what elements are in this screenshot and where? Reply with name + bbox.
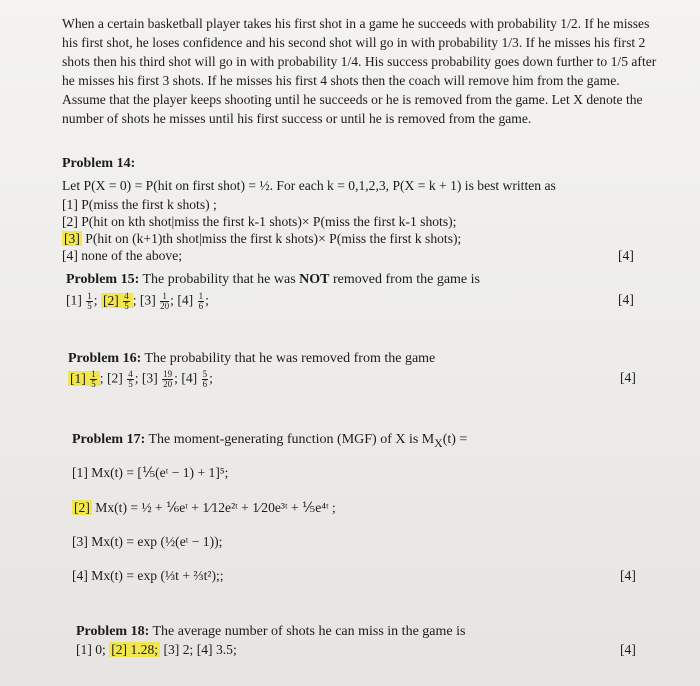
- fraction: $\frac{19}{20}$: [163, 369, 173, 389]
- problem-17-option-2-text: Mx(t) = ½ + ⅙eᵗ + 1⁄12e²ᵗ + 1⁄20e³ᵗ + ⅕e⁴ᵗ ;: [95, 500, 336, 515]
- problem-17-text-end: (t) =: [442, 432, 468, 447]
- problem-14-stem: Let P(X = 0) = P(hit on first shot) = ½. For each k = 0,1,2,3, P(X = k + 1) is best written as: [62, 178, 556, 193]
- problem-17-text: The moment-generating function (MGF) of X is M: [145, 432, 435, 447]
- fraction: $\frac{1}{6}$: [198, 291, 204, 311]
- problem-16-title: [68, 351, 435, 367]
- problem-15-option-1: [1]: [66, 292, 82, 308]
- problem-15-title: [66, 272, 480, 288]
- fraction: $\frac{1}{20}$: [160, 291, 170, 311]
- fraction: $\frac{5}{6}$: [202, 369, 208, 389]
- problem-15-label: Problem 15:: [66, 272, 140, 287]
- problem-intro: When a certain basketball player takes his first shot in a game he succeeds with probability 1/2. If he misses his first shot, he loses confidence and his second shot will go in with probability 1/3. If he misses his first 2 shots then his third shot will go in with probability 1/4. His success probability goes down further to 1/5 after he misses his first 3 shots. If he misses his first 4 shots then the coach will remove him from the game. Assume that the player keeps shooting until he succeeds or he is removed from the game. Let X denote the number of shots he misses until his first success or until he is removed from the game.: [62, 16, 657, 126]
- problem-14-option-3: [62, 231, 461, 247]
- problem-14-title: Problem 14:: [62, 156, 136, 171]
- problem-18-options: [76, 642, 237, 658]
- problem-18-text: The average number of shots he can miss in the game is: [149, 624, 466, 639]
- problem-14-option-4: [4] none of the above;: [62, 248, 183, 263]
- problem-18-option-4: [4] 3.5;: [196, 642, 237, 657]
- problem-17-option-2: [72, 500, 336, 516]
- fraction: $\frac{1}{5}$: [87, 291, 92, 311]
- fraction: $\frac{4}{5}$: [124, 291, 129, 311]
- problem-16-marks: [4]: [620, 370, 636, 385]
- problem-17-option-4: [4] Mx(t) = exp (⅓t + ⅔t²);;: [72, 568, 224, 583]
- problem-14-option-2: [2] P(hit on kth shot|miss the first k-1 shots)× P(miss the first k-1 shots);: [62, 214, 457, 229]
- problem-16-options: [1] $\frac{1}{5}$ ; [2] $\frac{4}{5}$ ; [3] $\frac{19}{20}$ ; [4] $\frac{5}{6}$ ;: [70, 369, 213, 389]
- problem-17-title: [72, 432, 467, 450]
- problem-18-label: Problem 18:: [76, 624, 150, 639]
- problem-15-options: [1] $\frac{1}{5}$ ; [2] $\frac{4}{5}$ ; [3] $\frac{1}{20}$ ; [4] $\frac{1}{6}$ ;: [66, 291, 209, 311]
- problem-18-marks: [4]: [620, 642, 636, 657]
- problem-17-option-2-tag: [2]: [74, 500, 90, 515]
- problem-16-option-4: [4]: [181, 370, 198, 386]
- problem-14-option-3-text: P(hit on (k+1)th shot|miss the first k shots)× P(miss the first k shots);: [85, 231, 462, 246]
- problem-17-option-1: [1] Mx(t) = [⅕(eᵗ − 1) + 1]⁵;: [72, 465, 229, 480]
- fraction: $\frac{4}{5}$: [128, 369, 133, 389]
- fraction: $\frac{1}{5}$: [91, 369, 96, 389]
- problem-16-option-2: [2]: [106, 370, 123, 386]
- problem-16-text: The probability that he was removed from the game: [141, 351, 436, 366]
- problem-17-subscript: X: [434, 436, 443, 450]
- problem-17-marks: [4]: [620, 568, 636, 583]
- problem-15-not: NOT: [299, 272, 330, 287]
- problem-15-option-2: [2]: [102, 292, 119, 308]
- problem-15-text-end: removed from the game is: [329, 272, 480, 287]
- problem-17-option-3: [3] Mx(t) = exp (½(eᵗ − 1));: [72, 534, 223, 549]
- problem-17-label: Problem 17:: [72, 432, 146, 447]
- problem-15-text: The probability that he was: [139, 272, 300, 287]
- problem-14-option-3-tag: [3]: [64, 231, 80, 246]
- problem-15-option-4: [4]: [177, 292, 194, 308]
- problem-18-option-2: [2] 1.28;: [111, 642, 159, 657]
- problem-16-option-3: [3]: [141, 370, 158, 386]
- problem-16-option-1: [1]: [70, 370, 86, 386]
- problem-15-option-3: [3]: [139, 292, 156, 308]
- problem-15-option-2-highlight: [101, 291, 133, 311]
- problem-15-marks: [4]: [618, 292, 634, 307]
- problem-16-option-1-highlight: [68, 369, 100, 389]
- problem-14-marks: [4]: [618, 248, 634, 263]
- problem-14-option-1: [1] P(miss the first k shots) ;: [62, 197, 217, 212]
- problem-16-label: Problem 16:: [68, 351, 142, 366]
- problem-18-option-3: [3] 2;: [163, 642, 194, 657]
- problem-18-option-1: [1] 0;: [76, 642, 106, 657]
- problem-18-title: [76, 624, 465, 640]
